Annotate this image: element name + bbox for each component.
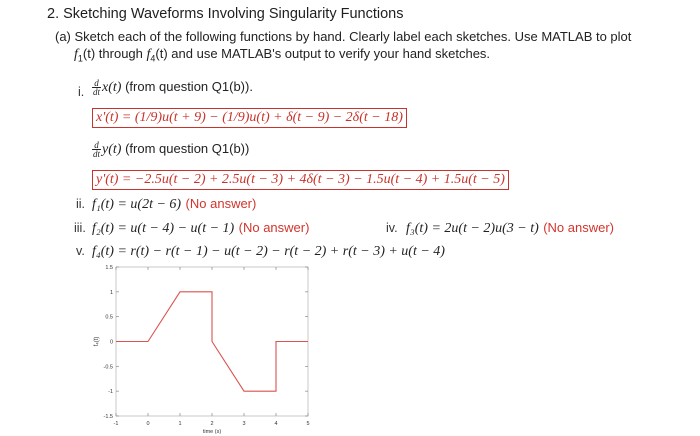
y-tick-label: 0: [109, 339, 113, 346]
item-v-number: v.: [76, 244, 85, 258]
y-tick-label: 1.5: [105, 265, 113, 271]
x-tick-label: 1: [178, 421, 182, 427]
part-a-instruction: (a) Sketch each of the following functions by hand. Clearly label each sketches. Use MATLAB to plot: [55, 29, 632, 44]
x-tick-label: -1: [113, 421, 119, 427]
y-axis-label: f₄(t): [94, 336, 100, 347]
x-tick-label: 3: [242, 421, 246, 427]
item-iii-text: f₂(t) = u(t − 4) − u(t − 1) (No answer): [92, 220, 310, 236]
item-i-y-answer-box: y'(t) = −2.5u(t − 2) + 2.5u(t − 3) + 4δ(t − 3) − 1.5u(t − 4) + 1.5u(t − 5): [92, 170, 509, 190]
x-axis-label: time (s): [202, 429, 222, 435]
derivative-fraction: $\frac{d}{dt}$: [93, 78, 101, 98]
item-iv-text: f₃(t) = 2u(t − 2)u(3 − t) (No answer): [406, 220, 614, 236]
x-tick-label: 2: [210, 421, 214, 427]
item-ii-number: ii.: [76, 197, 86, 211]
x-tick-label: 0: [146, 421, 150, 427]
item-iv-number: iv.: [386, 221, 398, 235]
y-tick-label: -0.5: [103, 364, 113, 371]
plot-frame: [116, 267, 308, 416]
item-v-text: f₄(t) = r(t) − r(t − 1) − u(t − 2) − r(t − 2) + r(t − 3) + u(t − 4): [92, 244, 445, 259]
item-i-answer-box: x'(t) = (1/9)u(t + 9) − (1/9)u(t) + δ(t − 9) − 2δ(t − 18): [92, 108, 407, 128]
item-i-number: i.: [78, 85, 85, 99]
x-tick-label: 4: [274, 421, 278, 427]
question-title: 2. Sketching Waveforms Involving Singularity Functions: [47, 6, 404, 22]
y-tick-label: 0.5: [105, 314, 113, 321]
f4-series-line: [116, 292, 308, 391]
y-tick-label: -1.5: [103, 414, 113, 420]
item-ii-text: f₁(t) = u(2t − 6) (No answer): [92, 196, 257, 212]
part-a-instruction-line2: $f_1(t)$ through $f_4(t)$ and use MATLAB's output to verify your hand sketches.: [74, 46, 491, 64]
item-i-y-text: $\frac{d}{dt}$ y(t) (from question Q1(b)): [93, 140, 250, 160]
y-tick-label: 1: [109, 289, 113, 296]
y-tick-label: -1: [108, 389, 113, 396]
item-iii-number: iii.: [74, 221, 86, 235]
item-i-text: $\frac{d}{dt}$ x(t) (from question Q1(b)).: [93, 78, 253, 98]
x-tick-label: 5: [306, 421, 310, 427]
derivative-fraction: $\frac{d}{dt}$: [93, 140, 101, 160]
